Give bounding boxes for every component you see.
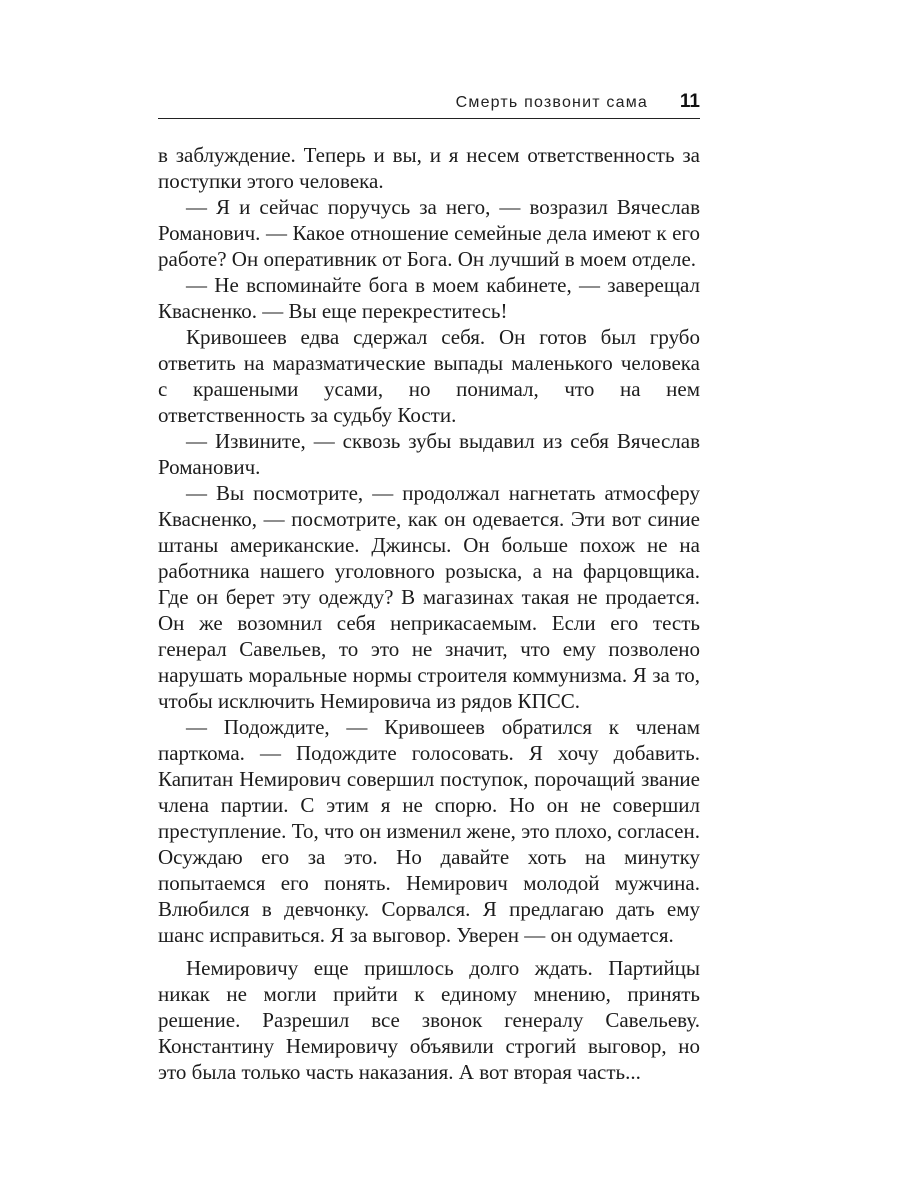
paragraph: — Подождите, — Кривошеев обратился к членам парткома. — Подождите голосовать. Я хочу добавить. Капитан Немирович совершил поступок, порочащий звание члена партии. С этим я не спорю. Но он не совершил преступление. То, что он изменил жене, это плохо, согласен. Осуждаю его за это. Но давайте хоть на минутку попытаемся его понять. Немирович молодой мужчина. Влюбился в девчонку. Сорвался. Я предлагаю дать ему шанс исправиться. Я за выговор. Уверен — он одумается.: [158, 715, 700, 947]
body-text: [158, 142, 700, 1085]
running-title: Смерть позвонит сама: [455, 94, 648, 111]
paragraph: Кривошеев едва сдержал себя. Он готов был грубо ответить на маразматические выпады маленького человека с крашеными усами, но понимал, что на нем ответственность за судьбу Кости.: [158, 325, 700, 427]
paragraph: Немировичу еще пришлось долго ждать. Партийцы никак не могли прийти к единому мнению, принять решение. Разрешил все звонок генералу Савельеву. Константину Немировичу объявили строгий выговор, но это была только часть наказания. А вот вторая часть...: [158, 956, 700, 1084]
running-header: [158, 88, 700, 119]
paragraph: — Вы посмотрите, — продолжал нагнетать атмосферу Квасненко, — посмотрите, как он одевается. Эти вот синие штаны американские. Джинсы. Он больше похож не на работника нашего уголовного розыска, а на фарцовщика. Где он берет эту одежду? В магазинах такая не продается. Он же возомнил себя неприкасаемым. Если его тесть генерал Савельев, то это не значит, что ему позволено нарушать моральные нормы строителя коммунизма. Я за то, чтобы исключить Немировича из рядов КПСС.: [158, 481, 700, 713]
paragraph: — Извините, — сквозь зубы выдавил из себя Вячеслав Романович.: [158, 429, 700, 479]
page-number: 11: [679, 91, 700, 112]
paragraph: в заблуждение. Теперь и вы, и я несем ответственность за поступки этого человека.: [158, 143, 700, 193]
paragraph: — Я и сейчас поручусь за него, — возразил Вячеслав Романович. — Какое отношение семейные дела имеют к его работе? Он оперативник от Бога. Он лучший в моем отделе.: [158, 195, 700, 271]
paragraph: — Не вспоминайте бога в моем кабинете, — заверещал Квасненко. — Вы еще перекреститесь!: [158, 273, 700, 323]
